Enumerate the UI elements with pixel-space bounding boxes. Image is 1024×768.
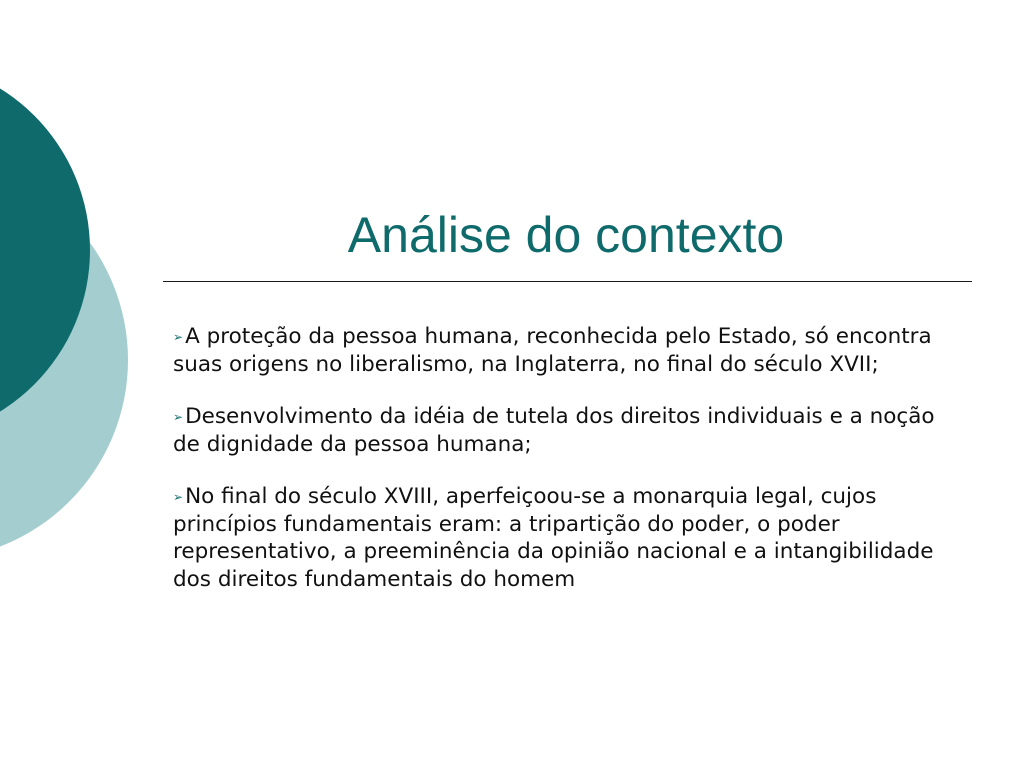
bullet-item (173, 323, 968, 378)
slide-title: Análise do contexto (347, 207, 785, 263)
arrow-right-icon: ➢ (173, 410, 184, 424)
bullet-item (173, 483, 968, 593)
arrow-right-icon: ➢ (173, 490, 184, 504)
title-divider (163, 281, 972, 282)
arrow-right-icon: ➢ (173, 330, 184, 344)
bullet-list (173, 323, 968, 618)
bullet-text: A proteção da pessoa humana, reconhecida pelo Estado, só encontra suas origens no liberalismo, na Inglaterra, no final do século XVII; (173, 324, 932, 377)
bullet-item (173, 403, 968, 458)
bullet-text: No final do século XVIII, aperfeiçoou-se a monarquia legal, cujos princípios fundamentais eram: a tripartição do poder, o poder representativo, a preeminência da opinião nacional e a intangibilidade dos direitos fundamentais do homem (173, 484, 934, 592)
bullet-text: Desenvolvimento da idéia de tutela dos direitos individuais e a noção de dignidade da pessoa humana; (173, 404, 935, 457)
